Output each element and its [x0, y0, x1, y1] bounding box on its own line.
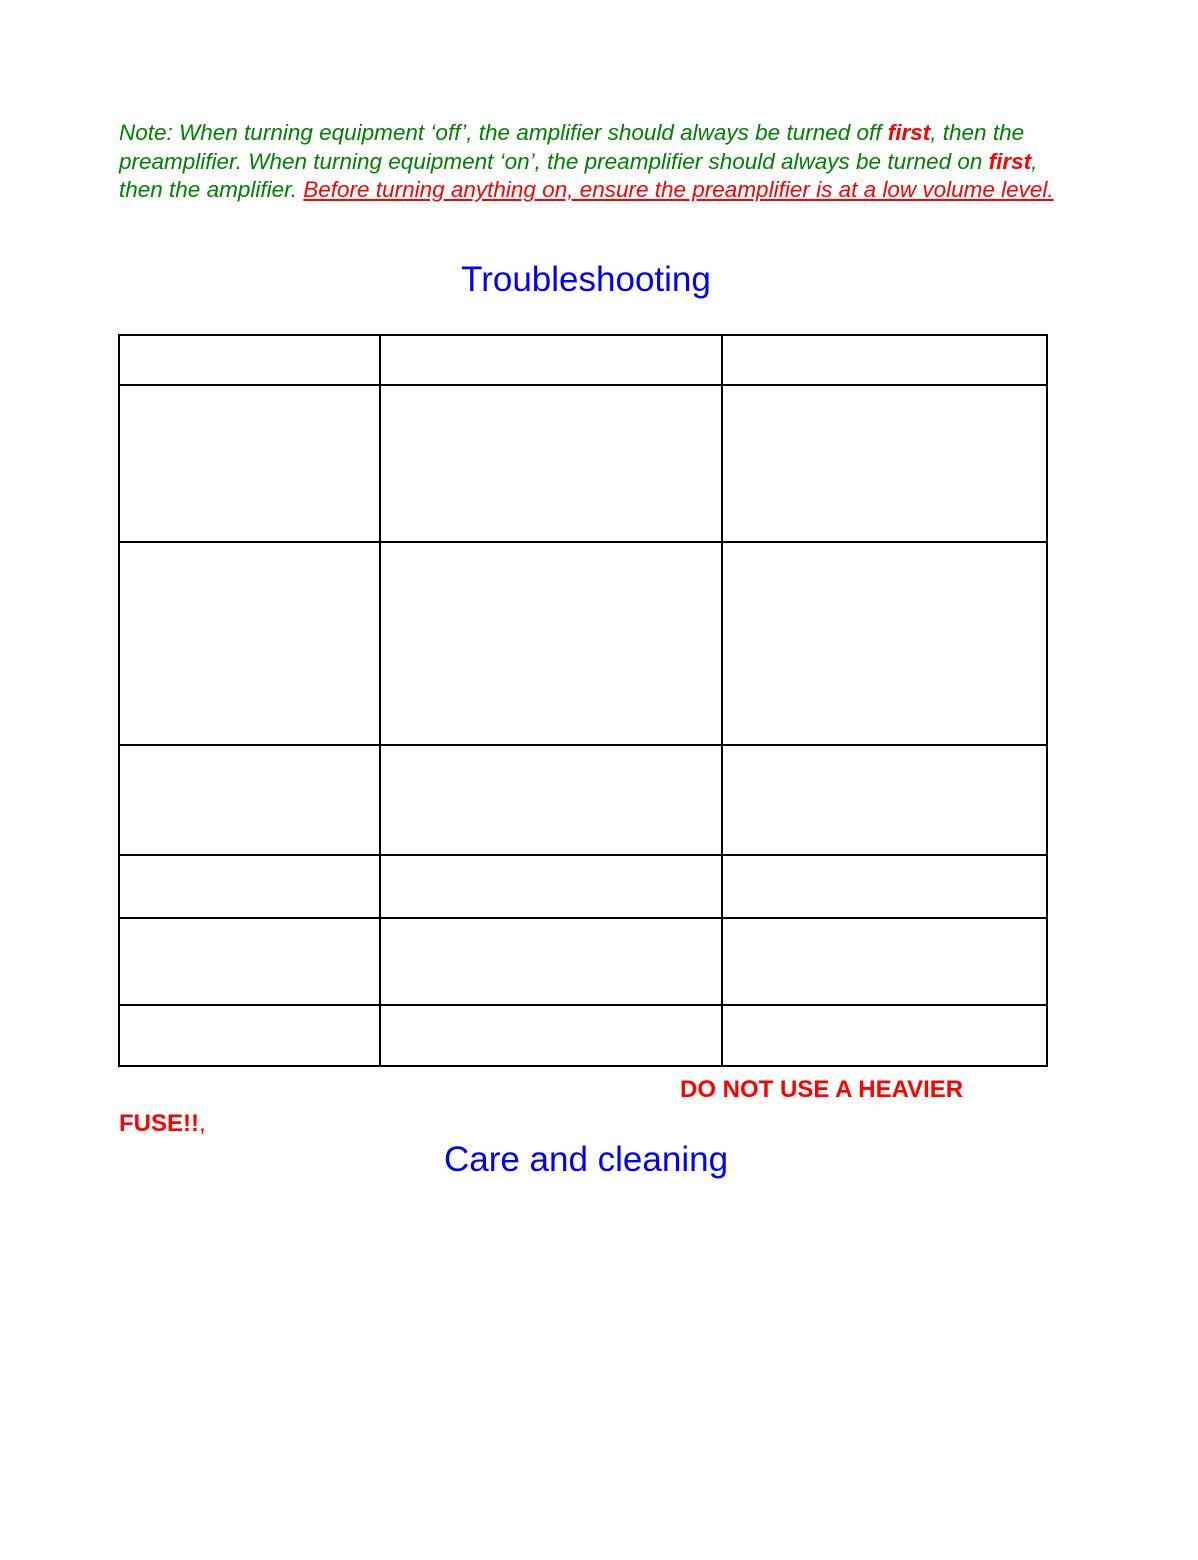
table-cell: [380, 918, 722, 1005]
table-cell: [380, 542, 722, 745]
table-cell: [722, 918, 1047, 1005]
table-cell: [722, 335, 1047, 385]
table-cell: [119, 335, 380, 385]
table-cell: [380, 855, 722, 918]
table-cell: [119, 385, 380, 542]
note-suffix: , then the amplifier.: [119, 148, 1038, 202]
note-middle: , then the preamplifier. When turning equipment ‘on’, the preamplifier should always be turned on: [119, 120, 1025, 174]
table-cell: [380, 1005, 722, 1066]
table-cell: [119, 1005, 380, 1066]
table-cell: [380, 335, 722, 385]
table-row: [119, 542, 1047, 745]
fuse-warning-line-1: DO NOT USE A HEAVIER: [680, 1076, 964, 1103]
table-cell: [722, 855, 1047, 918]
table-row: [119, 855, 1047, 918]
note-emphasis-first: first: [887, 120, 931, 145]
table-cell: [722, 542, 1047, 745]
care-cleaning-heading: Care and cleaning: [443, 1140, 729, 1179]
fuse-warning-line-2: [119, 1110, 206, 1138]
volume-warning: Before turning anything on, ensure the preamplifier is at a low volume level.: [303, 177, 1054, 202]
table-cell: [380, 385, 722, 542]
table-row: [119, 745, 1047, 855]
fuse-trailing-comma: ,: [199, 1110, 206, 1137]
table-cell: [722, 1005, 1047, 1066]
table-cell: [722, 385, 1047, 542]
table-row: [119, 918, 1047, 1005]
table-cell: [119, 855, 380, 918]
table-row: [119, 1005, 1047, 1066]
table-cell: [119, 918, 380, 1005]
note-prefix: Note: When turning equipment ‘off’, the amplifier should always be turned off: [119, 120, 888, 145]
fuse-word: FUSE!!: [119, 1110, 199, 1137]
operating-note: [119, 119, 1059, 205]
note-emphasis-first-2: first: [988, 148, 1032, 174]
table-cell: [722, 745, 1047, 855]
troubleshooting-heading: Troubleshooting: [461, 260, 711, 299]
table-cell: [119, 745, 380, 855]
table-cell: [380, 745, 722, 855]
troubleshooting-table: [118, 334, 1048, 1067]
table-row: [119, 335, 1047, 385]
table-row: [119, 385, 1047, 542]
table-cell: [119, 542, 380, 745]
